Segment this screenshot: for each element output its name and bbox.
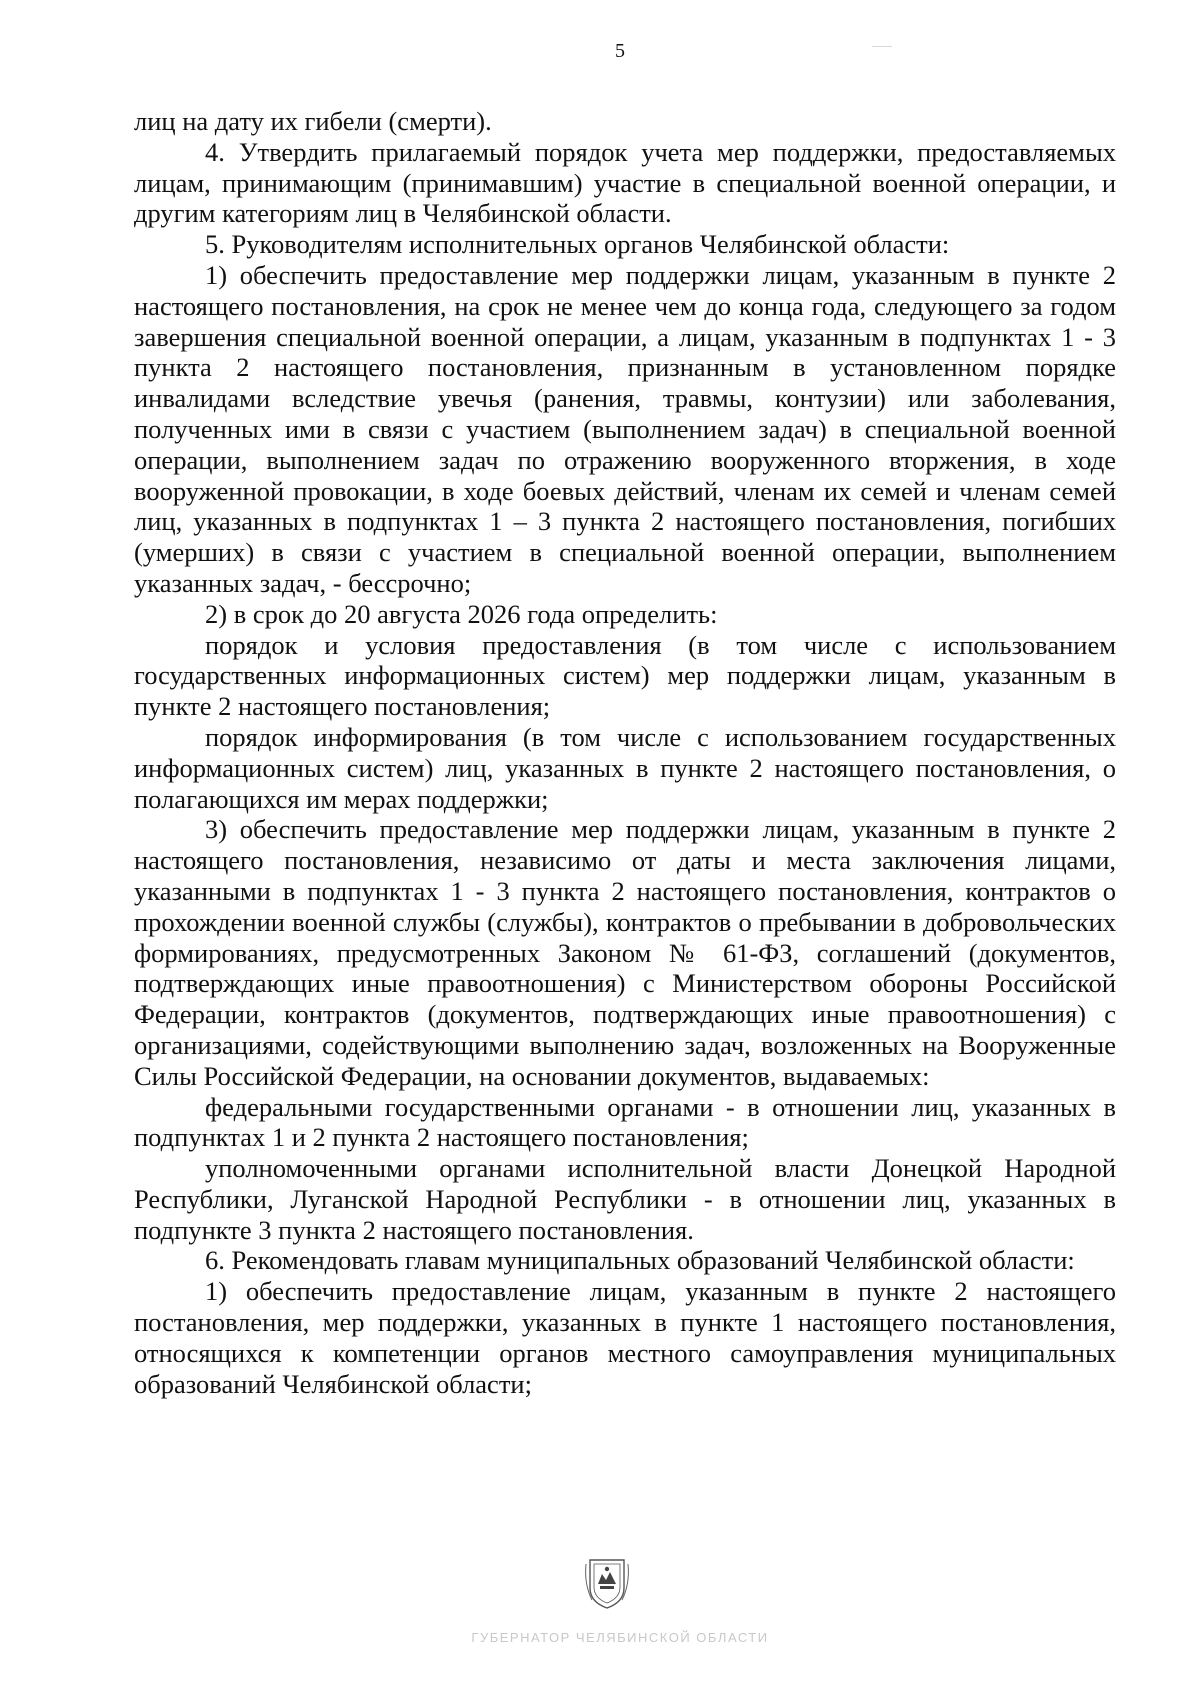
- document-body: [134, 106, 1116, 1399]
- paragraph-item-5-1: 1) обеспечить предоставление мер поддержки лицам, указанным в пункте 2 настоящего постановления, на срок не менее чем до конца года, следующего за годом завершения специальной военной операции, а лицам, указанным в подпунктах 1 - 3 пункта 2 настоящего постановления, признанным в установленном порядке инвалидами вследствие увечья (ранения, травмы, контузии) или заболевания, полученных ими в связи с участием (выполнением задач) в специальной военной операции, выполнением задач по отражению вооруженного вторжения, в ходе вооруженной провокации, в ходе боевых действий, членам их семей и членам семей лиц, указанных в подпунктах 1 – 3 пункта 2 настоящего постановления, погибших (умерших) в связи с участием в специальной военной операции, выполнением указанных задач, - бессрочно;: [134, 259, 1116, 598]
- paragraph-item-5-3-a: федеральными государственными органами - в отношении лиц, указанных в подпунктах 1 и 2 пункта 2 настоящего постановления;: [134, 1091, 1116, 1153]
- paragraph-item-5-3-b: уполномоченными органами исполнительной власти Донецкой Народной Республики, Луганской Народной Республики - в отношении лиц, указанных в подпункте 3 пункта 2 настоящего постановления.: [134, 1153, 1116, 1245]
- page-number: 5: [615, 40, 625, 62]
- paragraph-item-6-1: 1) обеспечить предоставление лицам, указанным в пункте 2 настоящего постановления, мер поддержки, указанных в пункте 1 настоящего постановления, относящихся к компетенции органов местного самоуправления муниципальных образований Челябинской области;: [134, 1276, 1116, 1399]
- paragraph-item-4: 4. Утвердить прилагаемый порядок учета мер поддержки, предоставляемых лицам, принимающим (принимавшим) участие в специальной военной операции, и другим категориям лиц в Челябинской области.: [134, 136, 1116, 229]
- coat-of-arms-icon: [582, 1554, 632, 1612]
- paragraph-item-5: 5. Руководителям исполнительных органов Челябинской области:: [205, 229, 950, 260]
- paragraph-item-5-2-b: порядок информирования (в том числе с использованием государственных информационных систем) лиц, указанных в пункте 2 настоящего постановления, о полагающихся им мерах поддержки;: [134, 721, 1116, 814]
- paragraph-item-6: 6. Рекомендовать главам муниципальных образований Челябинской области:: [205, 1245, 1075, 1276]
- paragraph-item-5-2: 2) в срок до 20 августа 2026 года определить:: [205, 598, 718, 629]
- paragraph-item-5-2-a: порядок и условия предоставления (в том числе с использованием государственных информационных систем) мер поддержки лицам, указанным в пункте 2 настоящего постановления;: [134, 629, 1116, 722]
- paragraph-continuation: лиц на дату их гибели (смерти).: [134, 106, 492, 136]
- footer-watermark: ГУБЕРНАТОР ЧЕЛЯБИНСКОЙ ОБЛАСТИ: [471, 1630, 769, 1645]
- paragraph-item-5-3: 3) обеспечить предоставление мер поддержки лицам, указанным в пункте 2 настоящего постановления, независимо от даты и места заключения лицами, указанными в подпунктах 1 - 3 пункта 2 настоящего постановления, контрактов о прохождении военной службы (службы), контрактов о пребывании в добровольческих формированиях, предусмотренных Законом № 61-ФЗ, соглашений (документов, подтверждающих иные правоотношения) с Министерством обороны Российской Федерации, контрактов (документов, подтверждающих иные правоотношения) с организациями, содействующими выполнению задач, возложенных на Вооруженные Силы Российской Федерации, на основании документов, выдаваемых:: [134, 814, 1116, 1091]
